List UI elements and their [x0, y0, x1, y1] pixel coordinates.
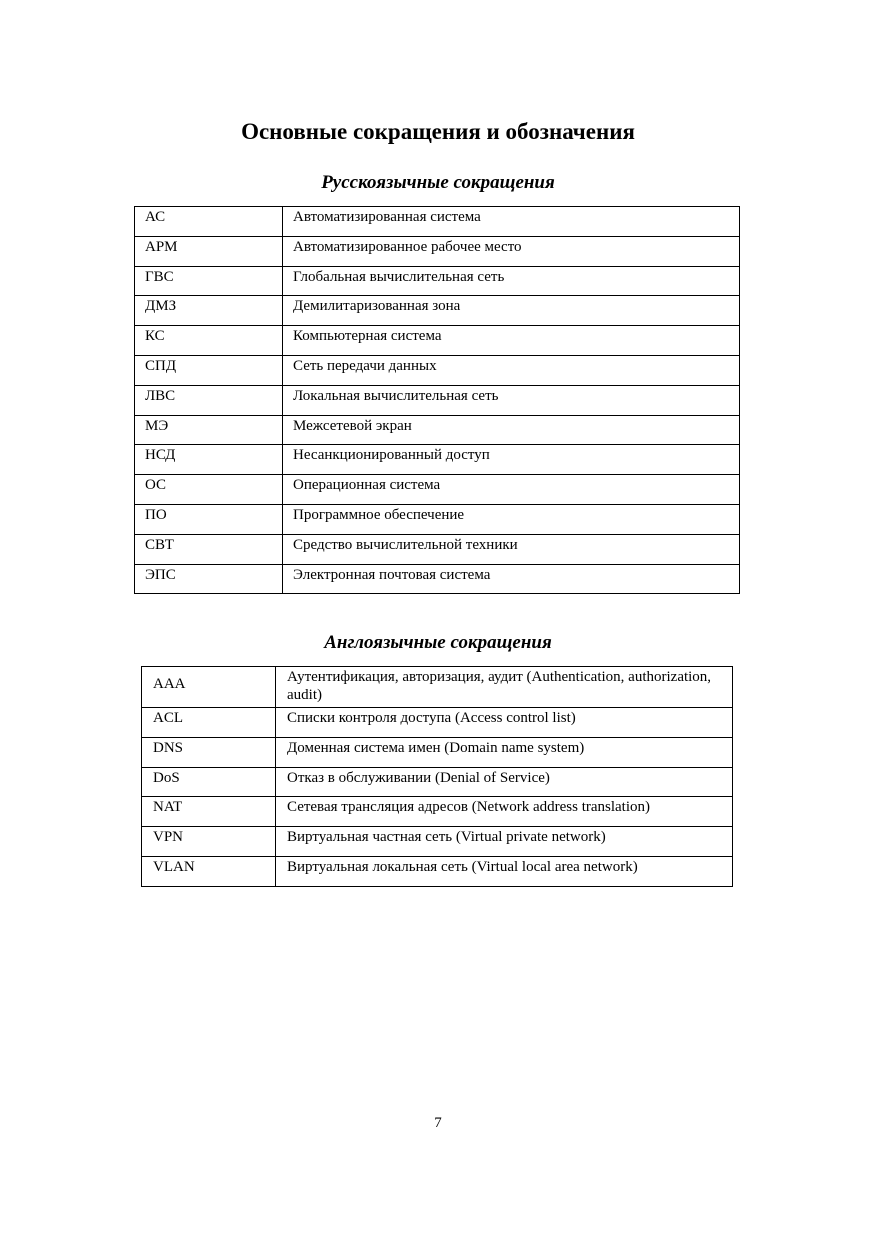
table-row	[135, 355, 740, 385]
abbreviation-cell: ЭПС	[135, 564, 283, 594]
abbreviation-cell: СВТ	[135, 534, 283, 564]
meaning-cell: Доменная система имен (Domain name system)	[276, 737, 733, 767]
meaning-cell: Виртуальная частная сеть (Virtual private network)	[276, 827, 733, 857]
table-row	[135, 475, 740, 505]
meaning-cell: Автоматизированная система	[283, 207, 740, 237]
russian-abbreviations-heading: Русскоязычные сокращения	[321, 172, 555, 193]
table-row	[142, 708, 733, 738]
meaning-cell: Отказ в обслуживании (Denial of Service)	[276, 767, 733, 797]
table-row	[135, 445, 740, 475]
meaning-cell: Виртуальная локальная сеть (Virtual local area network)	[276, 856, 733, 886]
table-row	[135, 266, 740, 296]
abbreviation-cell: AAA	[142, 667, 276, 708]
meaning-cell: Сетевая трансляция адресов (Network address translation)	[276, 797, 733, 827]
abbreviation-cell: NAT	[142, 797, 276, 827]
table-row	[135, 207, 740, 237]
meaning-cell: Глобальная вычислительная сеть	[283, 266, 740, 296]
table-row	[135, 415, 740, 445]
russian-abbreviations-table	[134, 206, 740, 594]
abbreviation-cell: VLAN	[142, 856, 276, 886]
meaning-cell: Списки контроля доступа (Access control list)	[276, 708, 733, 738]
meaning-cell: Компьютерная система	[283, 326, 740, 356]
meaning-cell: Электронная почтовая система	[283, 564, 740, 594]
english-abbreviations-table	[141, 666, 733, 887]
table-row	[135, 564, 740, 594]
meaning-cell: Несанкционированный доступ	[283, 445, 740, 475]
meaning-cell: Аутентификация, авторизация, аудит (Authentication, authorization, audit)	[276, 667, 733, 708]
abbreviation-cell: DoS	[142, 767, 276, 797]
table-row	[142, 856, 733, 886]
abbreviation-cell: ДМЗ	[135, 296, 283, 326]
meaning-cell: Сеть передачи данных	[283, 355, 740, 385]
table-row	[135, 236, 740, 266]
abbreviation-cell: ЛВС	[135, 385, 283, 415]
table-row	[142, 667, 733, 708]
abbreviation-cell: DNS	[142, 737, 276, 767]
abbreviation-cell: МЭ	[135, 415, 283, 445]
table-row	[135, 385, 740, 415]
english-abbreviations-heading: Англоязычные сокращения	[324, 632, 552, 653]
table-row	[135, 296, 740, 326]
meaning-cell: Межсетевой экран	[283, 415, 740, 445]
table-row	[135, 326, 740, 356]
abbreviation-cell: АС	[135, 207, 283, 237]
meaning-cell: Автоматизированное рабочее место	[283, 236, 740, 266]
page-title: Основные сокращения и обозначения	[241, 119, 635, 144]
table-row	[135, 504, 740, 534]
meaning-cell: Локальная вычислительная сеть	[283, 385, 740, 415]
meaning-cell: Демилитаризованная зона	[283, 296, 740, 326]
abbreviation-cell: ACL	[142, 708, 276, 738]
meaning-cell: Средство вычислительной техники	[283, 534, 740, 564]
table-row	[135, 534, 740, 564]
abbreviation-cell: КС	[135, 326, 283, 356]
abbreviation-cell: АРМ	[135, 236, 283, 266]
abbreviation-cell: ПО	[135, 504, 283, 534]
abbreviation-cell: ОС	[135, 475, 283, 505]
abbreviation-cell: СПД	[135, 355, 283, 385]
table-row	[142, 797, 733, 827]
table-row	[142, 767, 733, 797]
meaning-cell: Операционная система	[283, 475, 740, 505]
page-number: 7	[434, 1115, 442, 1131]
table-row	[142, 737, 733, 767]
meaning-cell: Программное обеспечение	[283, 504, 740, 534]
table-row	[142, 827, 733, 857]
abbreviation-cell: НСД	[135, 445, 283, 475]
abbreviation-cell: VPN	[142, 827, 276, 857]
abbreviation-cell: ГВС	[135, 266, 283, 296]
